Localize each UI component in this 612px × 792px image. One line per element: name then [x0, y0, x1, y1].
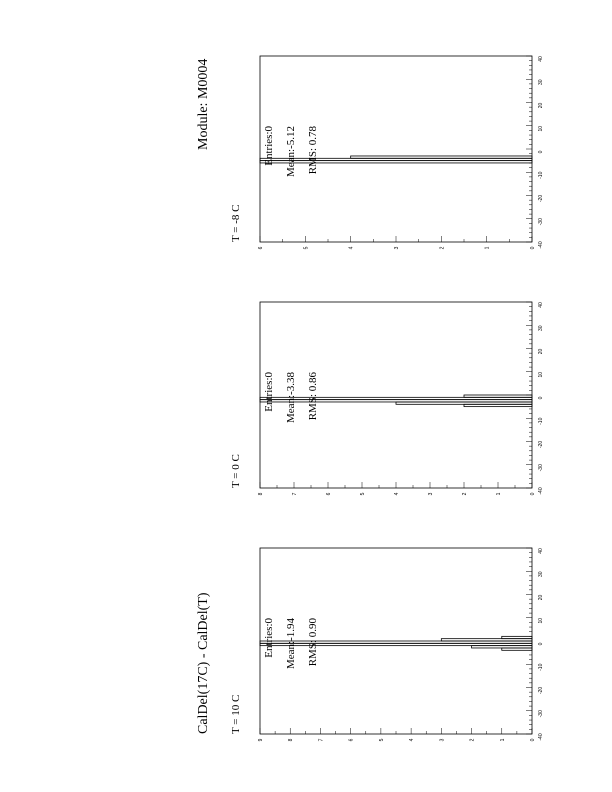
- histogram-bin: [502, 636, 532, 638]
- y-tick-label: 4: [409, 738, 416, 742]
- y-tick-label: 5: [360, 492, 366, 496]
- x-tick-label: 40: [538, 548, 544, 554]
- x-tick-label: 40: [538, 302, 544, 308]
- stats-entries: Entries:0: [263, 618, 275, 658]
- y-tick-label: 9: [258, 738, 264, 742]
- stats-rms: RMS: 0.90: [307, 618, 319, 667]
- y-tick-label: 2: [439, 246, 446, 250]
- y-tick-label: 6: [326, 492, 332, 496]
- x-tick-label: -30: [538, 218, 544, 226]
- x-tick-label: -10: [538, 663, 544, 671]
- x-tick-label: -40: [538, 733, 544, 741]
- x-tick-label: 30: [538, 325, 544, 332]
- x-tick-label: 30: [538, 571, 544, 578]
- y-tick-label: 1: [496, 492, 502, 496]
- x-tick-label: 40: [538, 56, 544, 62]
- y-tick-label: 6: [258, 246, 264, 250]
- x-tick-label: -20: [538, 686, 544, 695]
- x-tick-label: 30: [538, 79, 544, 86]
- y-tick-label: 5: [378, 738, 385, 742]
- stats-rms: RMS: 0.78: [307, 126, 319, 175]
- histogram-panel: [230, 548, 544, 741]
- x-tick-label: 0: [538, 150, 544, 154]
- histogram-panel: [230, 56, 544, 249]
- histogram-bin: [351, 156, 532, 158]
- y-tick-label: 2: [462, 492, 468, 496]
- x-tick-label: -10: [538, 171, 544, 179]
- histogram-panels: [230, 56, 544, 741]
- y-tick-label: 0: [530, 738, 536, 742]
- y-tick-label: 2: [469, 738, 476, 742]
- y-tick-label: 3: [394, 246, 400, 250]
- stats-mean: Mean:-5.12: [285, 126, 297, 178]
- stats-mean: Mean:-3.38: [285, 372, 297, 424]
- x-tick-label: -30: [538, 464, 544, 472]
- x-tick-label: -40: [538, 487, 544, 495]
- y-tick-label: 0: [530, 492, 536, 496]
- histogram-bin: [464, 395, 532, 397]
- x-tick-label: -10: [538, 417, 544, 425]
- y-tick-label: 0: [530, 246, 536, 250]
- x-tick-label: 10: [538, 125, 544, 132]
- y-tick-label: 4: [348, 246, 355, 250]
- y-tick-label: 3: [439, 738, 446, 742]
- y-tick-label: 6: [348, 738, 355, 742]
- x-tick-label: 20: [538, 594, 544, 601]
- x-tick-label: 10: [538, 617, 544, 624]
- stats-mean: Mean:-1.94: [285, 618, 297, 670]
- x-tick-label: -30: [538, 710, 544, 718]
- y-tick-label: 1: [484, 246, 491, 250]
- x-tick-label: 0: [538, 642, 544, 646]
- x-tick-label: 20: [538, 348, 544, 355]
- x-tick-label: 0: [538, 396, 544, 400]
- x-tick-label: -20: [538, 194, 544, 203]
- page-title: CalDel(17C) - CalDel(T): [196, 592, 211, 734]
- x-tick-label: -20: [538, 440, 544, 449]
- y-tick-label: 7: [292, 492, 298, 496]
- y-tick-label: 1: [499, 738, 506, 742]
- stats-rms: RMS: 0.86: [307, 372, 319, 421]
- condition-label: T = 10 C: [230, 694, 242, 734]
- condition-label: T = -8 C: [230, 204, 242, 242]
- y-tick-label: 3: [428, 492, 434, 496]
- x-tick-label: 20: [538, 102, 544, 109]
- y-tick-label: 8: [288, 738, 295, 742]
- y-tick-label: 4: [394, 492, 400, 496]
- x-tick-label: 10: [538, 371, 544, 378]
- stats-entries: Entries:0: [263, 126, 275, 166]
- histogram-panel: [230, 302, 544, 495]
- plot-frame: [260, 56, 532, 242]
- y-tick-label: 8: [258, 492, 264, 496]
- stats-entries: Entries:0: [263, 372, 275, 412]
- y-tick-label: 7: [318, 738, 325, 742]
- x-tick-label: -40: [538, 241, 544, 249]
- y-tick-label: 5: [303, 246, 310, 250]
- module-label: Module: M0004: [196, 58, 211, 150]
- condition-label: T = 0 C: [230, 454, 242, 488]
